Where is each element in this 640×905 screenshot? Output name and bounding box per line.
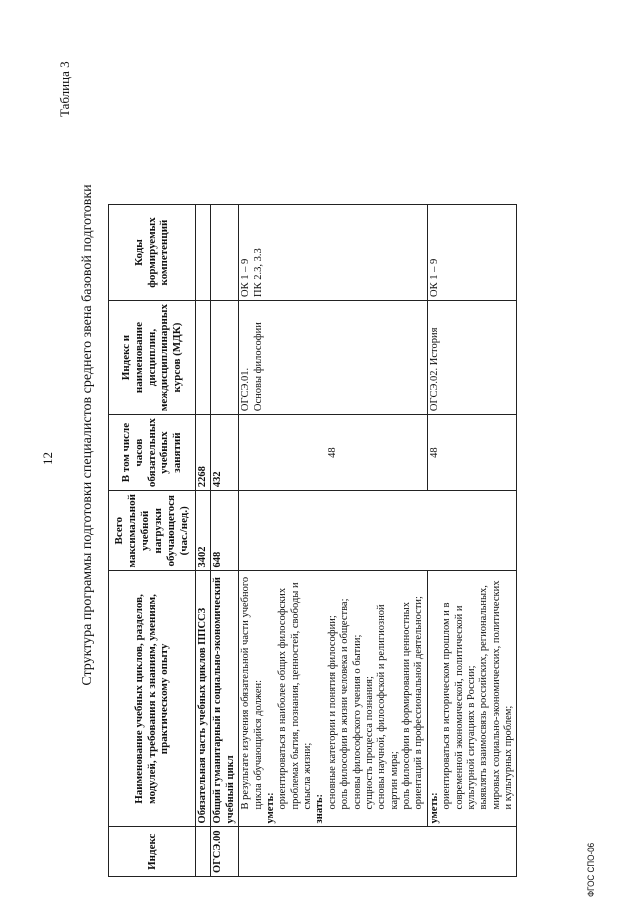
history-can-line: выявлять взаимосвязь российских, региональных, мировых социально-экономических, политических и культурных проблем; <box>478 580 514 810</box>
cell-empty <box>196 301 211 415</box>
cell-empty <box>196 205 211 301</box>
table-header-row <box>109 205 196 877</box>
header-competencies: Коды формируемых компетенций <box>109 205 196 301</box>
philosophy-know-line: основы научной, философской и религиозной картин мира; <box>376 604 400 810</box>
philosophy-competencies <box>239 205 428 301</box>
header-max-load: Всего максимальной учебной нагрузки обучающегося (час./нед.) <box>109 491 196 571</box>
philosophy-competencies-pk: ПК 2.3, 3.3 <box>252 248 264 298</box>
header-name: Наименование учебных циклов, разделов, модулей, требования к знаниям, умениям, практическому опыту <box>109 571 196 827</box>
philosophy-know-line: роль философии в формировании ценностных ориентаций в профессиональной деятельности; <box>401 596 425 810</box>
philosophy-know-line: сущность процесса познания; <box>363 676 375 810</box>
philosophy-can-line: ориентироваться в наиболее общих философских проблемах бытия, познания, ценностей, свободы и смысла жизни; <box>277 582 313 810</box>
history-competencies: ОК 1 – 9 <box>427 205 517 301</box>
philosophy-discipline-code: ОГСЭ.01. <box>240 367 252 412</box>
table-row-mandatory <box>196 205 211 877</box>
document-title: Структура программы подготовки специалистов среднего звена базовой подготовки <box>80 184 95 686</box>
philosophy-intro: В результате изучения обязательной части учебного цикла обучающийся должен: <box>240 576 264 810</box>
history-required-hours: 48 <box>427 415 517 491</box>
philosophy-competencies-ok: ОК 1 – 9 <box>240 258 252 298</box>
history-can-label: уметь: <box>428 792 440 824</box>
cell-empty <box>239 491 517 571</box>
history-requirements <box>427 571 517 827</box>
philosophy-can-label: уметь: <box>264 792 276 824</box>
page-number: 12 <box>40 452 55 465</box>
cycle-max-load: 648 <box>211 491 239 571</box>
cell-empty <box>196 827 211 877</box>
mandatory-part-name: Обязательная часть учебных циклов ППССЗ <box>196 571 211 827</box>
document-footer: ФГОС СПО-06 <box>586 842 596 897</box>
cell-empty <box>211 301 239 415</box>
philosophy-know-line: основные категории и понятия философии; <box>326 615 338 810</box>
cycle-name: Общий гуманитарный и социально-экономический учебный цикл <box>211 571 239 827</box>
philosophy-know-label: знать: <box>314 793 326 824</box>
header-required-hours: В том числе часов обязательных учебных занятий <box>109 415 196 491</box>
mandatory-required-hours: 2268 <box>196 415 211 491</box>
philosophy-required-hours: 48 <box>239 415 428 491</box>
history-discipline: ОГСЭ.02. История <box>427 301 517 415</box>
mandatory-max-load: 3402 <box>196 491 211 571</box>
philosophy-know-line: роль философии в жизни человека и общества; <box>339 598 351 810</box>
table-label: Таблица 3 <box>57 61 72 117</box>
history-can-line: ориентироваться в историческом прошлом и в современной экономической, политической и культурной ситуациях в России; <box>441 602 477 810</box>
table-row-cycle <box>211 205 239 877</box>
philosophy-discipline-name: Основы философии <box>252 322 264 412</box>
header-index: Индекс <box>109 827 196 877</box>
philosophy-know-line: основы философского учения о бытии; <box>351 634 363 810</box>
philosophy-discipline <box>239 301 428 415</box>
cycle-required-hours: 432 <box>211 415 239 491</box>
cell-empty <box>211 205 239 301</box>
cell-empty <box>239 827 517 877</box>
philosophy-requirements <box>239 571 428 827</box>
table-row-philosophy <box>239 205 428 877</box>
curriculum-table <box>108 204 517 877</box>
header-discipline: Индекс и наименование дисциплин, междисциплинарных курсов (МДК) <box>109 301 196 415</box>
cycle-index: ОГСЭ.00 <box>211 827 239 877</box>
